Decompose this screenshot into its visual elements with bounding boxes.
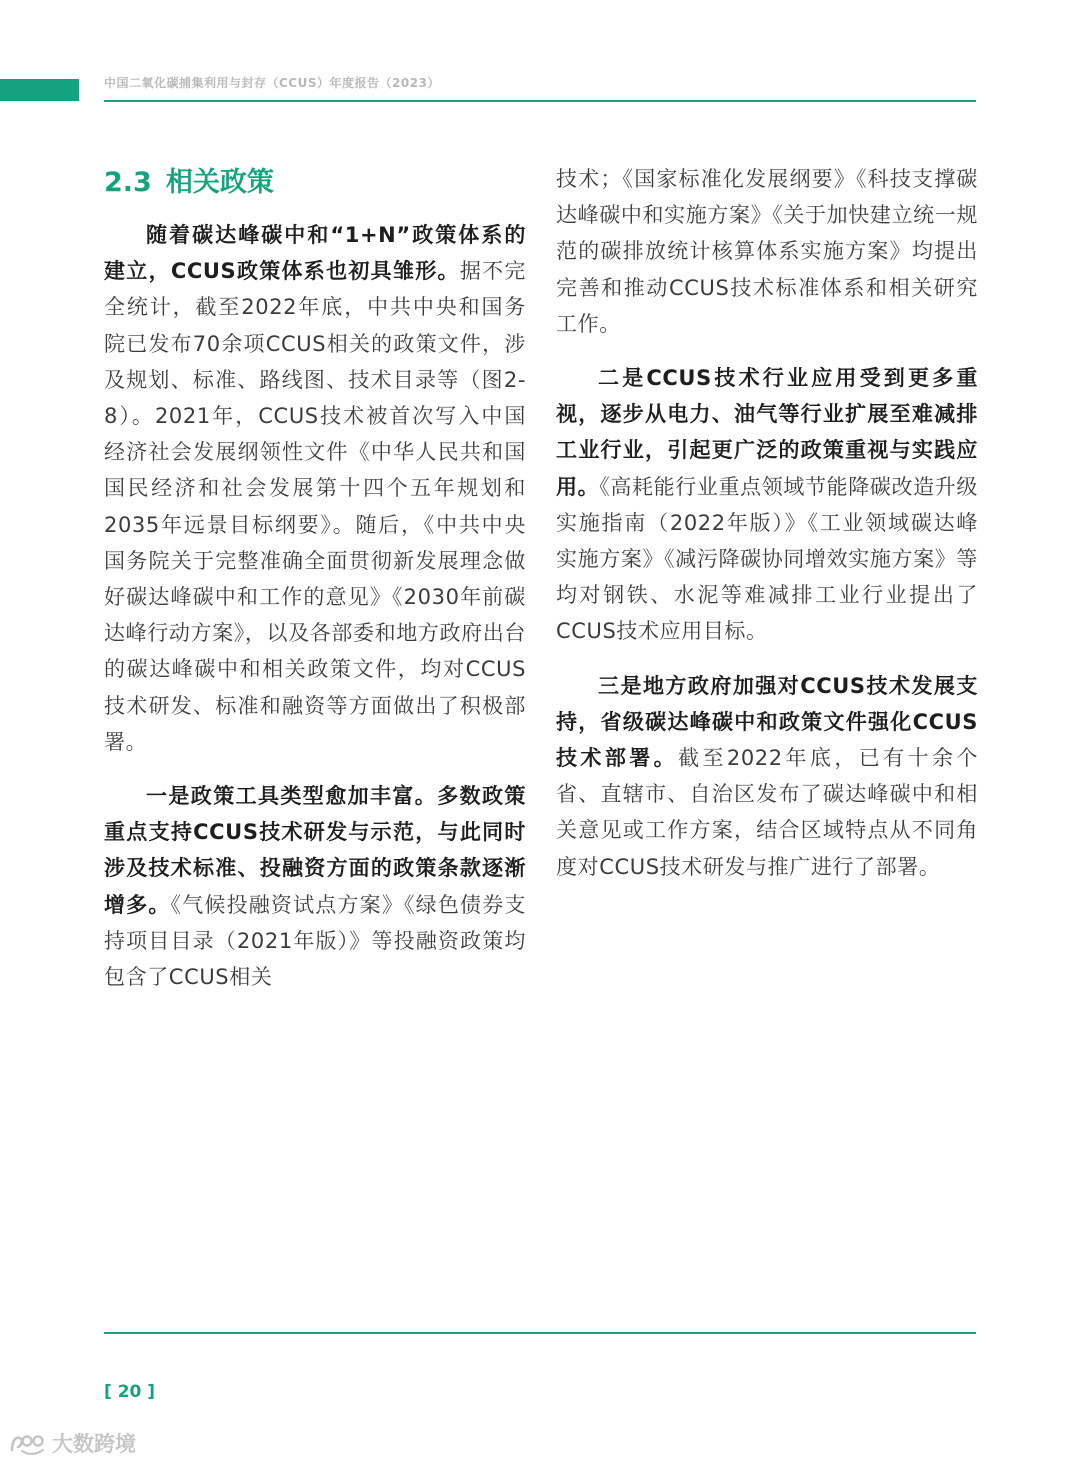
paragraph-point-two-body: 《高耗能行业重点领域节能降碳改造升级实施指南（2022年版）》《工业领域碳达峰实施方案》《减污降碳协同增效实施方案》等均对钢铁、水泥等难减排工业行业提出了CCUS技术应用目标。 xyxy=(556,474,978,644)
watermark-logo-icon xyxy=(8,1430,48,1456)
paragraph-point-three-body: 截至2022年底，已有十余个省、直辖市、自治区发布了碳达峰碳中和相关意见或工作方案，结合区域特点从不同角度对CCUS技术研发与推广进行了部署。 xyxy=(556,746,979,879)
paragraph-point-three xyxy=(556,668,978,885)
paragraph-point-one xyxy=(104,778,526,995)
page-number: [ 20 ] xyxy=(104,1382,156,1402)
paragraph-point-one-body: 《气候投融资试点方案》《绿色债券支持项目目录（2021年版）》等投融资政策均包含了CCUS相关 xyxy=(104,892,526,990)
header-accent-bar xyxy=(0,79,79,101)
watermark-text: 大数跨境 xyxy=(52,1432,136,1456)
paragraph-intro-body: 据不完全统计，截至2022年底，中共中央和国务院已发布70余项CCUS相关的政策文件，涉及规划、标准、路线图、技术目录等（图2-8）。2021年，CCUS技术被首次写入中国经济社会发展纲领性文件《中华人民共和国国民经济和社会发展第十四个五年规划和2035年远景目标纲要》。随后，《中共中央 国务院关于完整准确全面贯彻新发展理念做好碳达峰碳中和工作的意见》《2030年前碳达峰行动方案》，以及各部委和地方政府出台的碳达峰碳中和相关政策文件，均对CCUS技术研发、标准和融资等方面做出了积极部署。 xyxy=(104,259,526,754)
left-column xyxy=(104,217,526,1013)
section-heading xyxy=(104,160,274,199)
paragraph-point-one-lead: 一是政策工具类型愈加丰富。多数政策重点支持CCUS技术研发与示范，与此同时涉及技术标准、投融资方面的政策条款逐渐增多。 xyxy=(104,784,526,917)
header-divider xyxy=(104,100,976,102)
section-number: 2.3 xyxy=(104,167,152,198)
watermark xyxy=(8,1428,136,1458)
section-title-text: 相关政策 xyxy=(165,167,274,198)
paragraph-point-two xyxy=(556,360,978,650)
report-header-title: 中国二氧化碳捕集利用与封存（CCUS）年度报告（2023） xyxy=(104,76,440,90)
right-column xyxy=(556,161,978,903)
footer-divider xyxy=(104,1332,976,1334)
paragraph-point-one-continued: 技术；《国家标准化发展纲要》《科技支撑碳达峰碳中和实施方案》《关于加快建立统一规范的碳排放统计核算体系实施方案》均提出完善和推动CCUS技术标准体系和相关研究工作。 xyxy=(556,167,978,336)
paragraph-point-two-lead: 二是CCUS技术行业应用受到更多重视，逐步从电力、油气等行业扩展至难减排工业行业，引起更广泛的政策重视与实践应用。 xyxy=(556,366,978,499)
paragraph-point-three-lead: 三是地方政府加强对CCUS技术发展支持，省级碳达峰碳中和政策文件强化CCUS技术部署。 xyxy=(556,673,978,771)
paragraph-intro xyxy=(104,217,526,760)
paragraph-intro-lead: 随着碳达峰碳中和“1+N”政策体系的建立，CCUS政策体系也初具雏形。 xyxy=(104,223,526,284)
